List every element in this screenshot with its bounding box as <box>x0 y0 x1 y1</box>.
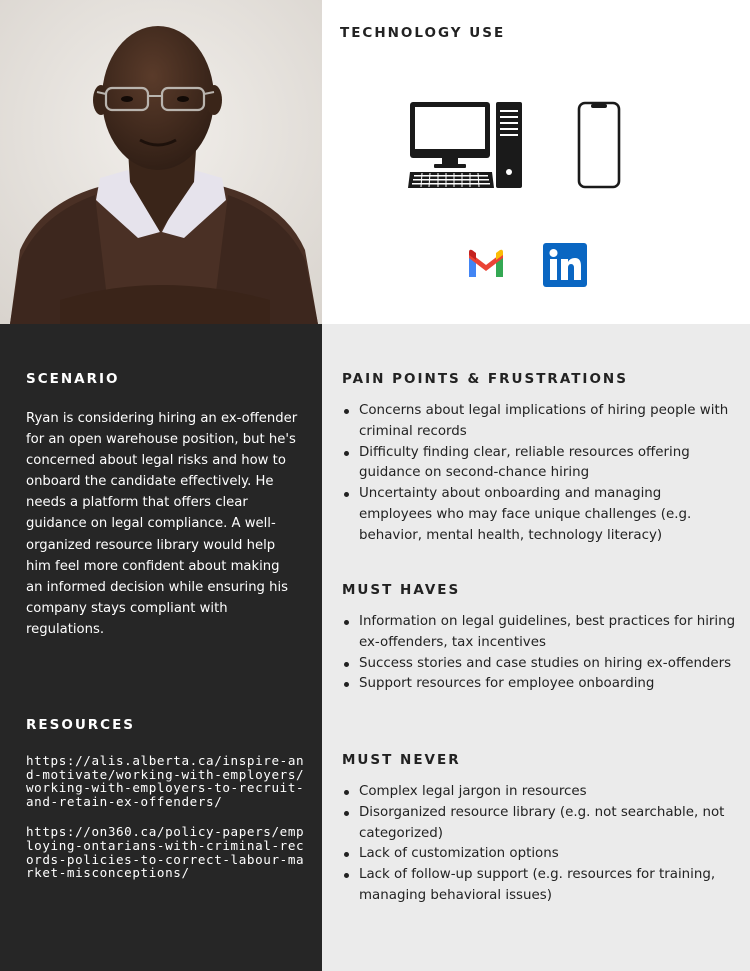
must-haves-heading: MUST HAVES <box>342 582 461 598</box>
right-column <box>322 324 750 971</box>
must-haves-list <box>342 612 737 695</box>
list-item: Complex legal jargon in resources <box>342 782 737 803</box>
must-never-section <box>342 752 737 907</box>
list-item: Success stories and case studies on hiring ex-offenders <box>342 654 737 675</box>
pain-points-heading: PAIN POINTS & FRUSTRATIONS <box>342 371 628 387</box>
technology-use-heading: TECHNOLOGY USE <box>340 25 506 41</box>
list-item: Disorganized resource library (e.g. not searchable, not categorized) <box>342 803 737 845</box>
resources-heading: RESOURCES <box>26 717 136 733</box>
resource-link-alis[interactable]: https://alis.alberta.ca/inspire-and-motivate/working-with-employers/working-with-employers-to-recruit-and-retain-ex-offenders/ <box>26 753 305 809</box>
scenario-heading: SCENARIO <box>26 371 120 387</box>
technology-use-panel <box>322 0 750 324</box>
must-never-heading: MUST NEVER <box>342 752 461 768</box>
desktop-computer-icon <box>408 100 524 190</box>
persona-portrait-illustration <box>0 0 322 324</box>
list-item: Concerns about legal implications of hiring people with criminal records <box>342 401 737 443</box>
linkedin-icon <box>543 243 587 287</box>
must-never-list <box>342 782 737 907</box>
resources-list <box>26 754 306 897</box>
pain-points-section <box>342 371 737 547</box>
resource-link-on360[interactable]: https://on360.ca/policy-papers/employing-ontarians-with-criminal-records-policies-to-correct-labour-market-misconceptions/ <box>26 824 305 881</box>
list-item: Lack of follow-up support (e.g. resources for training, managing behavioral issues) <box>342 865 737 907</box>
pain-points-list <box>342 401 737 547</box>
persona-photo <box>0 0 322 324</box>
list-item: Difficulty finding clear, reliable resources offering guidance on second-chance hiring <box>342 443 737 485</box>
left-column <box>0 324 322 971</box>
gmail-icon <box>466 248 506 280</box>
smartphone-icon <box>577 101 621 189</box>
list-item: Uncertainty about onboarding and managing employees who may face unique challenges (e.g. behavior, mental health, technology literacy) <box>342 484 737 546</box>
must-haves-section <box>342 582 737 695</box>
list-item: Information on legal guidelines, best practices for hiring ex-offenders, tax incentives <box>342 612 737 654</box>
scenario-text: Ryan is considering hiring an ex-offender for an open warehouse position, but he's concerned about legal risks and how to onboard the candidate effectively. He needs a platform that offers clear guidance on legal compliance. A well-organized resource library would help him feel more confident about making an informed decision while ensuring his company stays compliant with regulations. <box>26 411 298 637</box>
list-item: Support resources for employee onboarding <box>342 674 737 695</box>
list-item: Lack of customization options <box>342 844 737 865</box>
